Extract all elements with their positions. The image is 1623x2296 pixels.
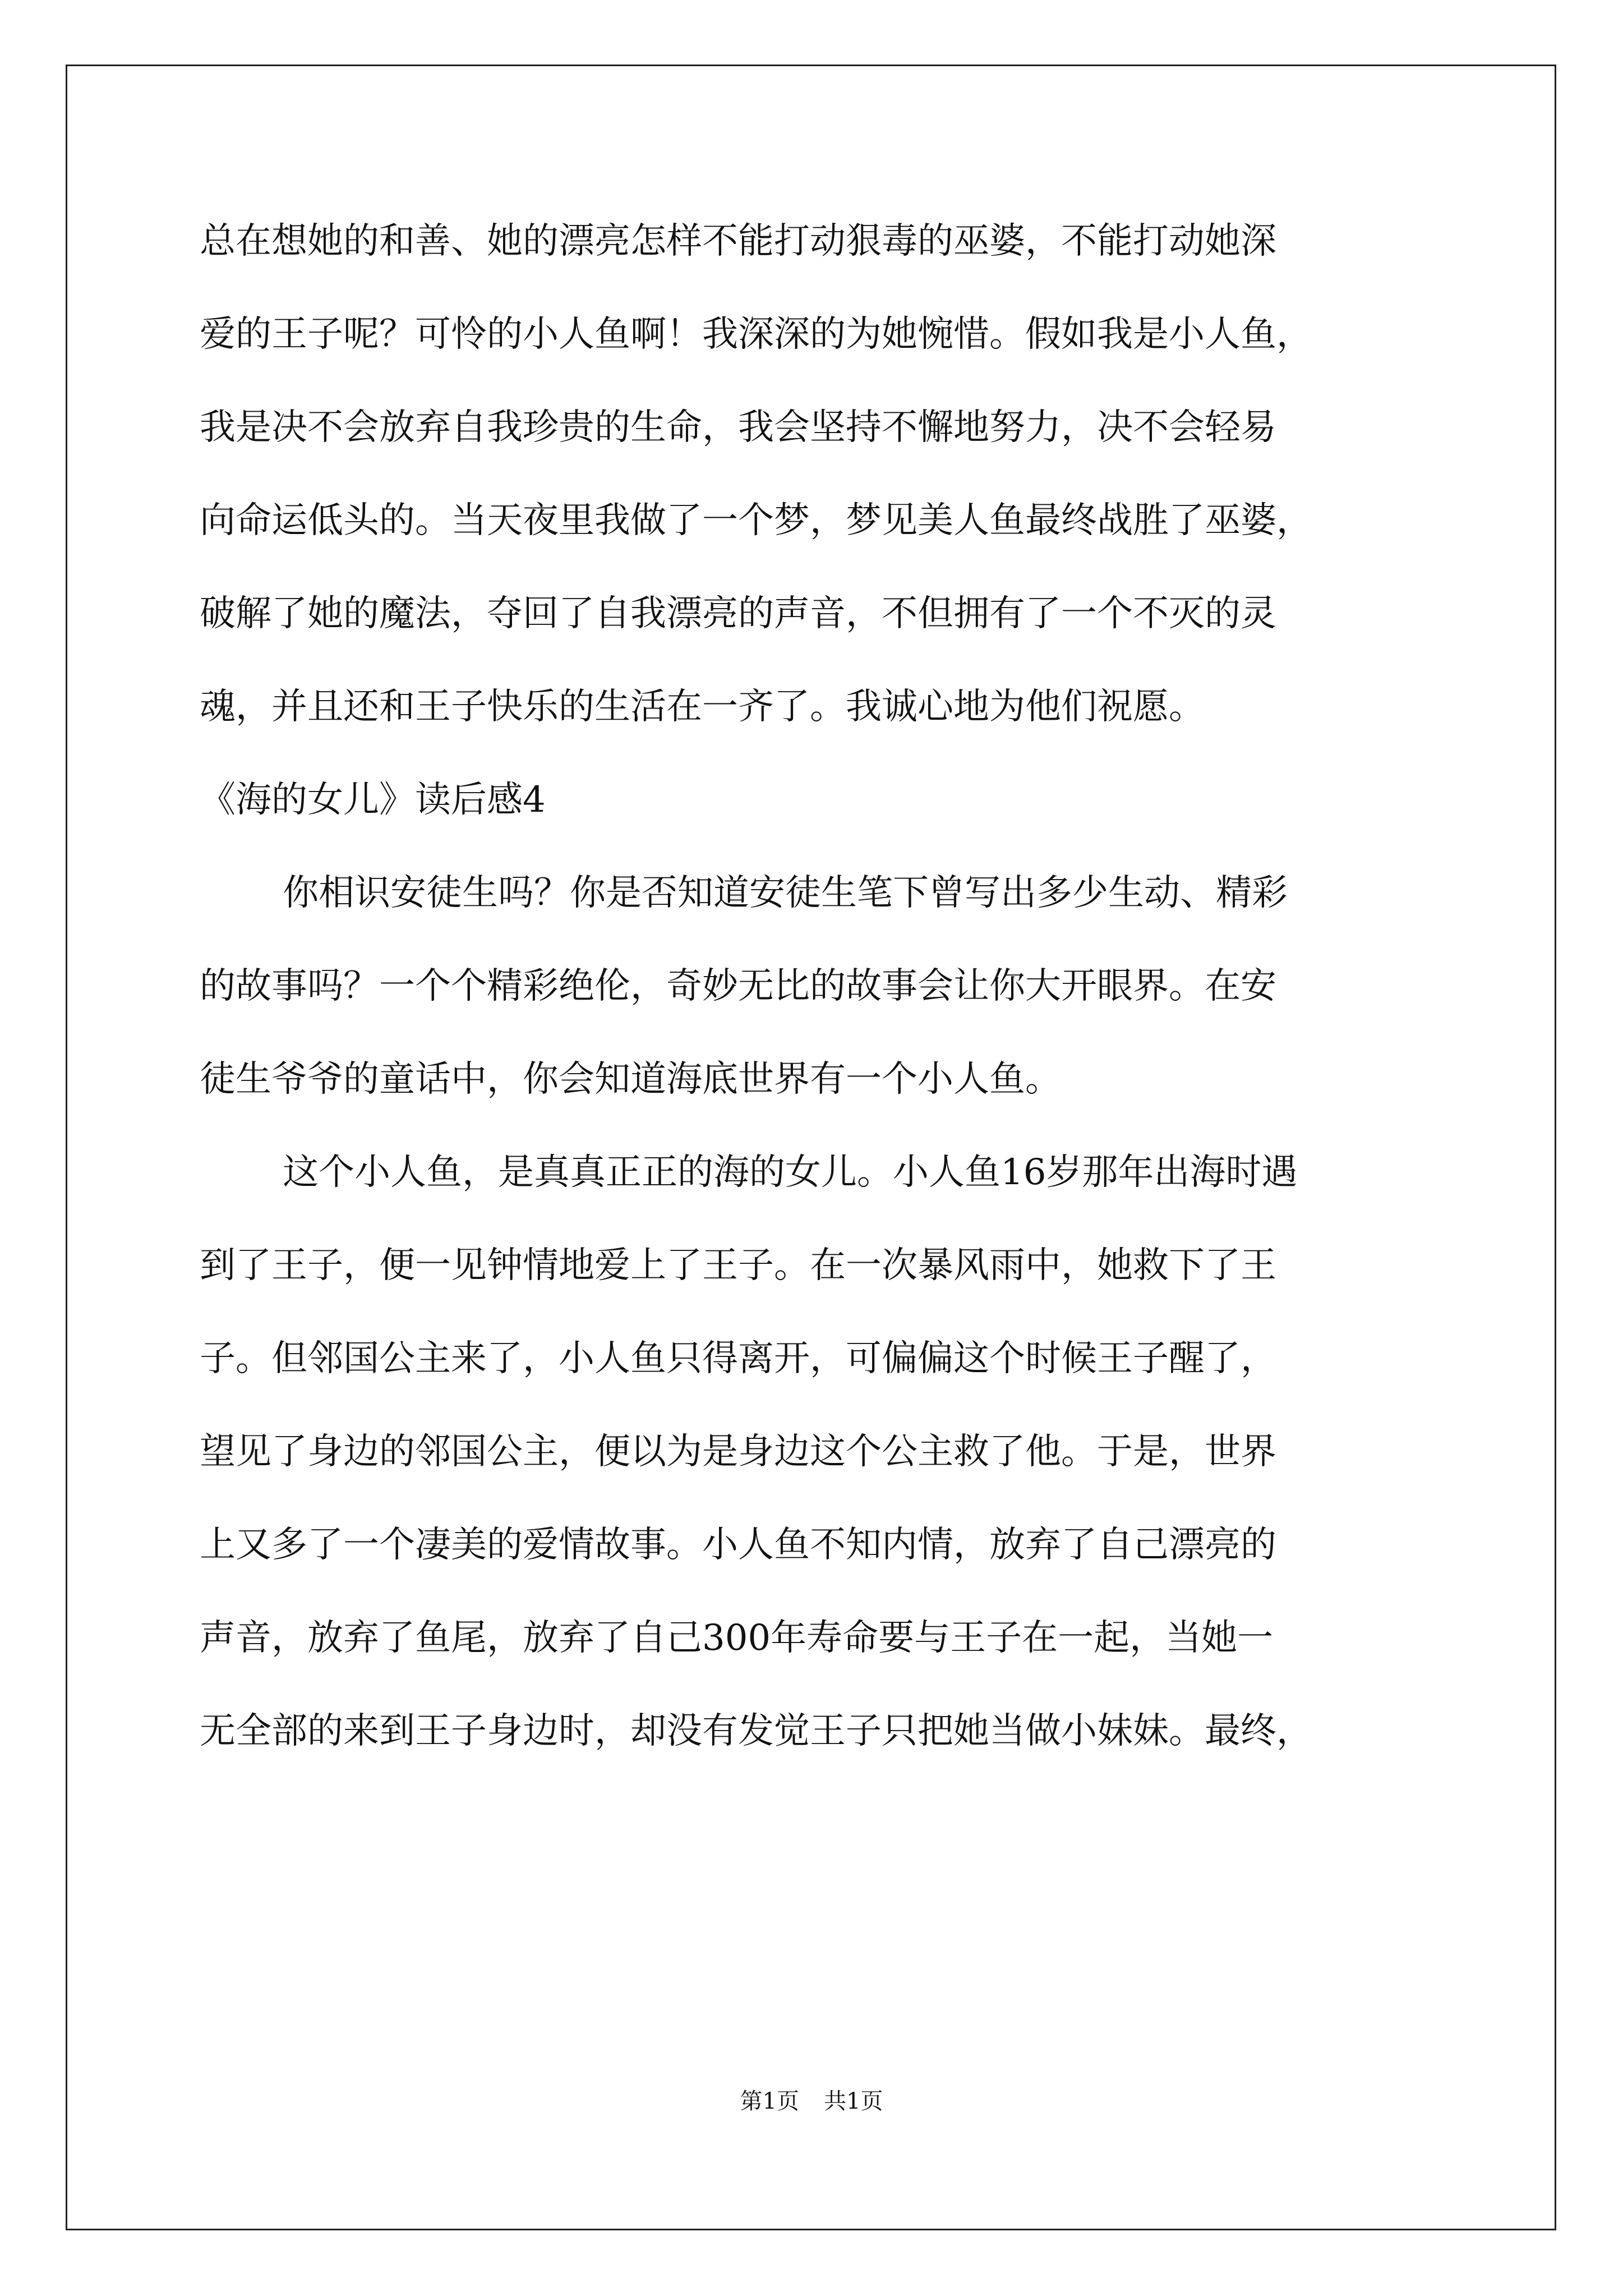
document-body	[200, 210, 1431, 1793]
page-footer	[0, 2086, 1623, 2117]
text-line: 这个小人鱼，是真真正正的海的女儿。小人鱼16岁那年出海时遇	[283, 1152, 1298, 1193]
text-line: 徒生爷爷的童话中，你会知道海底世界有一个小人鱼。	[200, 1059, 1061, 1100]
text-line: 声音，放弃了鱼尾，放弃了自己300年寿命要与王子在一起，当她一	[200, 1617, 1274, 1659]
text-line: 总在想她的和善、她的漂亮怎样不能打动狠毒的巫婆，不能打动她深	[200, 220, 1276, 262]
text-line: 到了王子，便一见钟情地爱上了王子。在一次暴风雨中，她救下了王	[200, 1245, 1276, 1286]
text-line: 无全部的来到王子身边时，却没有发觉王子只把她当做小妹妹。最终，	[200, 1710, 1312, 1752]
section-heading: 《海的女儿》读后感4	[200, 779, 546, 821]
text-line: 的故事吗？一个个精彩绝伦，奇妙无比的故事会让你大开眼界。在安	[200, 965, 1276, 1007]
text-line: 破解了她的魔法，夺回了自我漂亮的声音，不但拥有了一个不灭的灵	[200, 593, 1276, 634]
text-line: 上又多了一个凄美的爱情故事。小人鱼不知内情，放弃了自己漂亮的	[200, 1524, 1276, 1566]
text-line: 你相识安徒生吗？你是否知道安徒生笔下曾写出多少生动、精彩	[283, 872, 1288, 914]
text-line: 我是决不会放弃自我珍贵的生命，我会坚持不懈地努力，决不会轻易	[200, 407, 1276, 448]
page-number: 第1页	[740, 2088, 799, 2114]
text-line: 子。但邻国公主来了，小人鱼只得离开，可偏偏这个时候王子醒了，	[200, 1338, 1276, 1379]
text-line: 爱的王子呢？可怜的小人鱼啊！我深深的为她惋惜。假如我是小人鱼，	[200, 314, 1312, 355]
text-line: 向命运低头的。当天夜里我做了一个梦，梦见美人鱼最终战胜了巫婆，	[200, 500, 1312, 541]
text-line: 望见了身边的邻国公主，便以为是身边这个公主救了他。于是，世界	[200, 1431, 1276, 1473]
page-total: 共1页	[824, 2088, 883, 2114]
text-line: 魂，并且还和王子快乐的生活在一齐了。我诚心地为他们祝愿。	[200, 686, 1205, 728]
